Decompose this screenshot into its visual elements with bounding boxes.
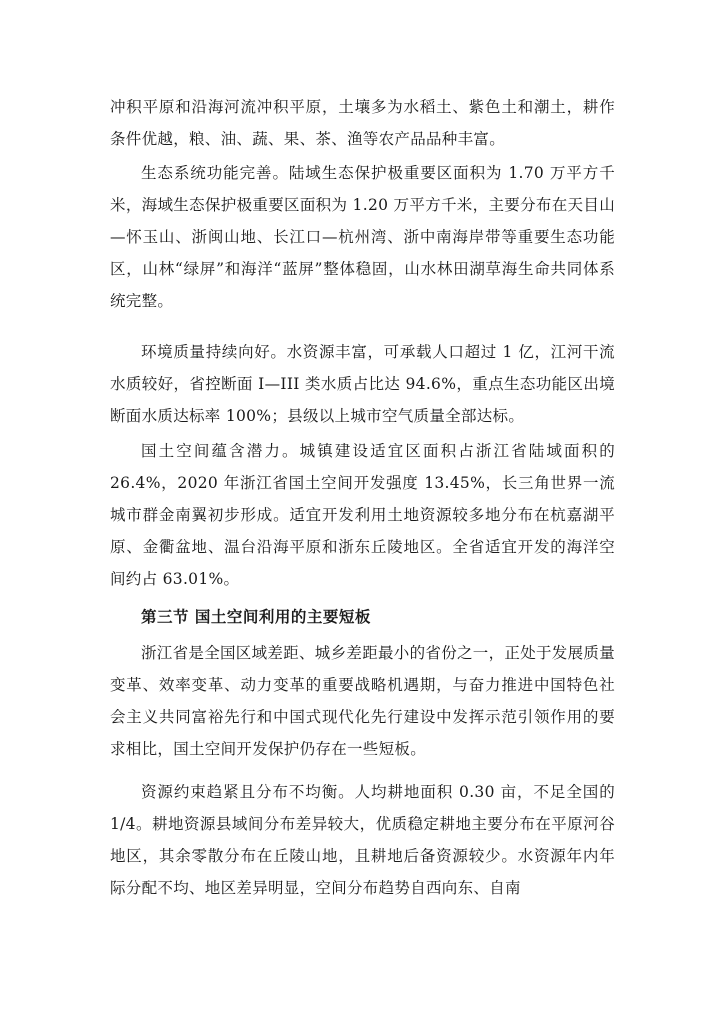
paragraph-environment: 环境质量持续向好。水资源丰富，可承载人口超过 1 亿，江河干流水质较好，省控断面 I—III 类水质占比达 94.6%，重点生态功能区出境断面水质达标率 100%；县级以上城市空气质量全部达标。	[110, 343, 615, 425]
paragraph-shortcomings-intro: 浙江省是全国区域差距、城乡差距最小的省份之一，正处于发展质量变革、效率变革、动力变革的重要战略机遇期，与奋力推进中国特色社会主义共同富裕先行和中国式现代化先行建设中发挥示范引领作用的要求相比，国土空间开发保护仍存在一些短板。	[110, 644, 616, 758]
paragraph-ecosystem: 生态系统功能完善。陆域生态保护极重要区面积为 1.70 万平方千米，海域生态保护极重要区面积为 1.20 万平方千米，主要分布在天目山—怀玉山、浙闽山地、长江口—杭州湾、浙中南海岸带等重要生态功能区，山林“绿屏”和海洋“蓝屏”整体稳固，山水林田湖草海生命共同体系统完整。	[110, 164, 615, 310]
section-heading: 第三节 国土空间利用的主要短板	[141, 608, 371, 626]
paragraph-farmland-continuation: 冲积平原和沿海河流冲积平原，土壤多为水稻土、紫色土和潮土，耕作条件优越，粮、油、蔬、果、茶、渔等农产品品种丰富。	[110, 98, 615, 148]
paragraph-resource-constraints: 资源约束趋紧且分布不均衡。人均耕地面积 0.30 亩，不足全国的 1/4。耕地资源县域间分布差异较大，优质稳定耕地主要分布在平原河谷地区，其余零散分布在丘陵山地，且耕地后备资源较少。水资源年内年际分配不均、地区差异明显，空间分布趋势自西向东、自南	[110, 783, 615, 897]
paragraph-land-potential: 国土空间蕴含潜力。城镇建设适宜区面积占浙江省陆域面积的 26.4%，2020 年浙江省国土空间开发强度 13.45%，长三角世界一流城市群金南翼初步形成。适宜开发利用土地资源较多地分布在杭嘉湖平原、金衢盆地、温台沿海平原和浙东丘陵地区。全省适宜开发的海洋空间约占 63.01%。	[110, 442, 615, 588]
